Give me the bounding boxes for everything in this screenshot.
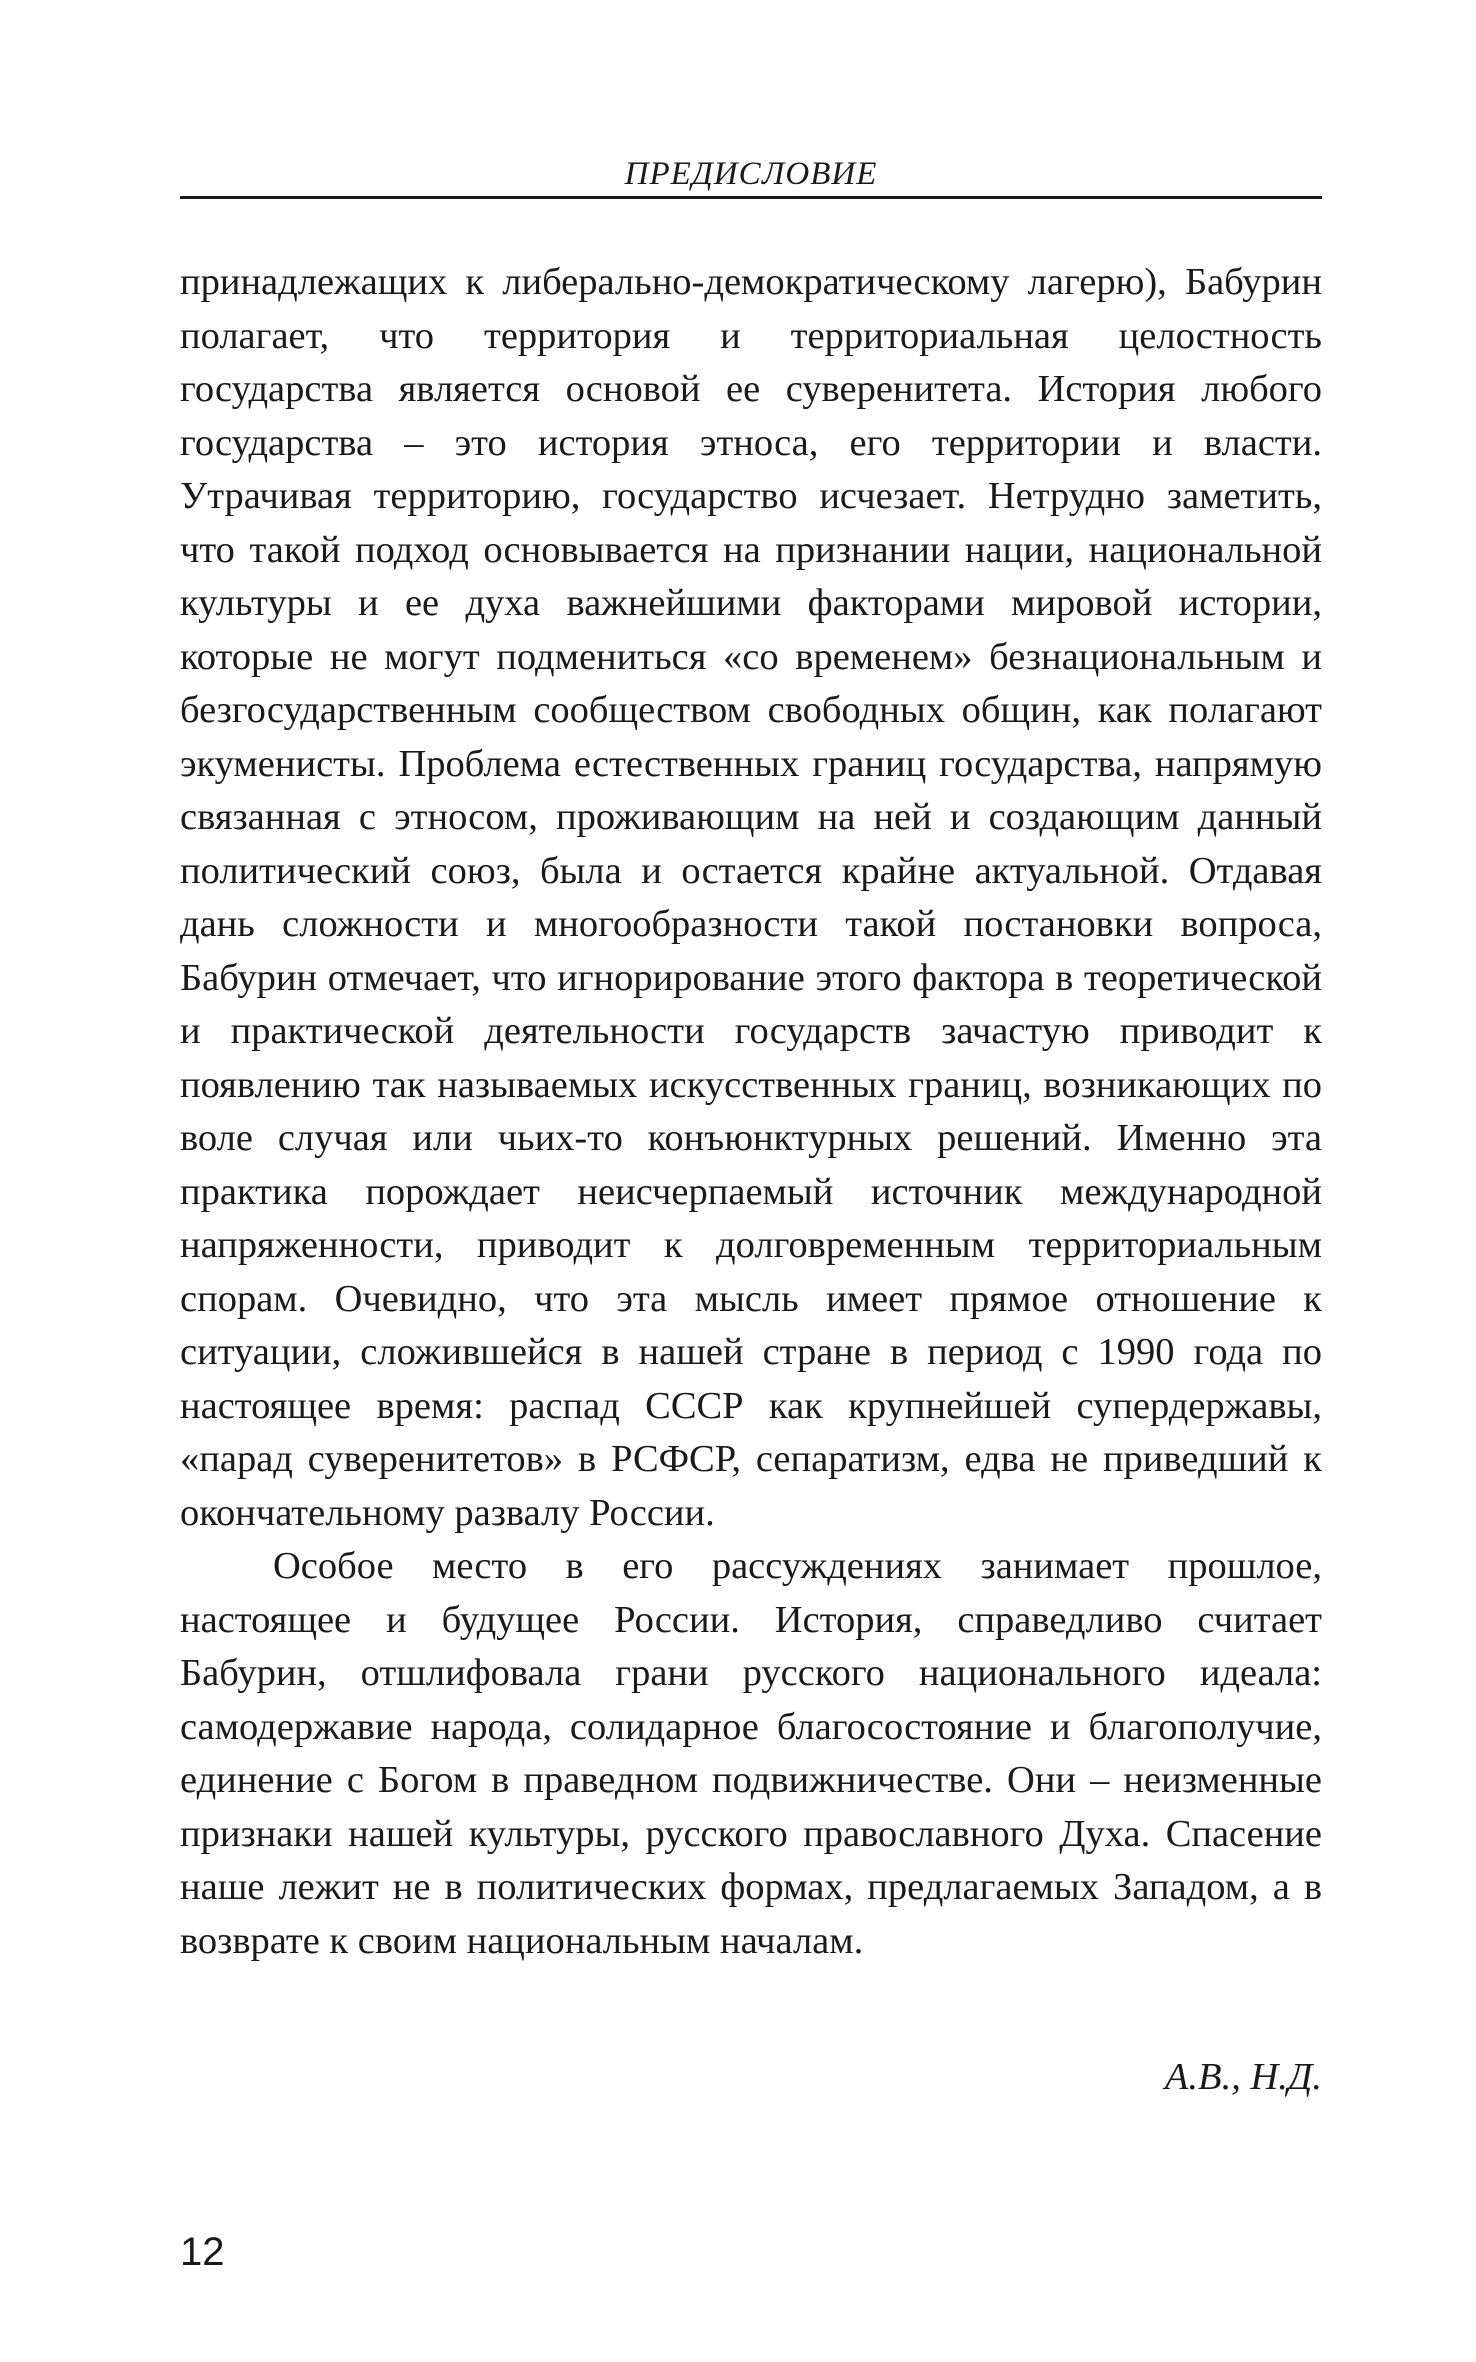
- header-rule: [180, 196, 1322, 199]
- paragraph: Особое место в его рассуждениях занимает прошлое, настоящее и будущее России. История, справедливо считает Бабурин, отшлифовала грани русского национального идеала: самодержавие народа, солидарное благосостояние и благополучие, единение с Богом в праведном подвижничестве. Они – неизменные признаки нашей культуры, русского православного Духа. Спасение наше лежит не в политических формах, предлагаемых Западом, а в возврате к своим национальным началам.: [180, 1545, 1322, 1962]
- page-number: 12: [180, 2230, 225, 2274]
- author-signature: А.В., Н.Д.: [1164, 2056, 1322, 2098]
- running-head: ПРЕДИСЛОВИЕ: [624, 156, 878, 192]
- body-text: [180, 256, 1322, 1968]
- paragraph-continued: принадлежащих к либерально-демократическому лагерю), Бабурин полагает, что территория и территориальная целостность государства является основой ее суверенитета. История любого государства – это история этноса, его территории и власти. Утрачивая территорию, государство исчезает. Нетрудно заметить, что такой подход основывается на признании нации, национальной культуры и ее духа важнейшими факторами мировой истории, которые не могут подмениться «со временем» безнациональным и безгосударственным сообществом свободных общин, как полагают экуменисты. Проблема естественных границ государства, напрямую связанная с этносом, проживающим на ней и создающим данный политический союз, была и остается крайне актуальной. Отдавая дань сложности и многообразности такой постановки вопроса, Бабурин отмечает, что игнорирование этого фактора в теоретической и практической деятельности государств зачастую приводит к появлению так называемых искусственных границ, возникающих по воле случая или чьих-то конъюнктурных решений. Именно эта практика порождает неисчерпаемый источник международной напряженности, приводит к долговременным территориальным спорам. Очевидно, что эта мысль имеет прямое отношение к ситуации, сложившейся в нашей стране в период с 1990 года по настоящее время: распад СССР как крупнейшей супердержавы, «парад суверенитетов» в РСФСР, сепаратизм, едва не приведший к окончательному развалу России.: [180, 261, 1322, 1534]
